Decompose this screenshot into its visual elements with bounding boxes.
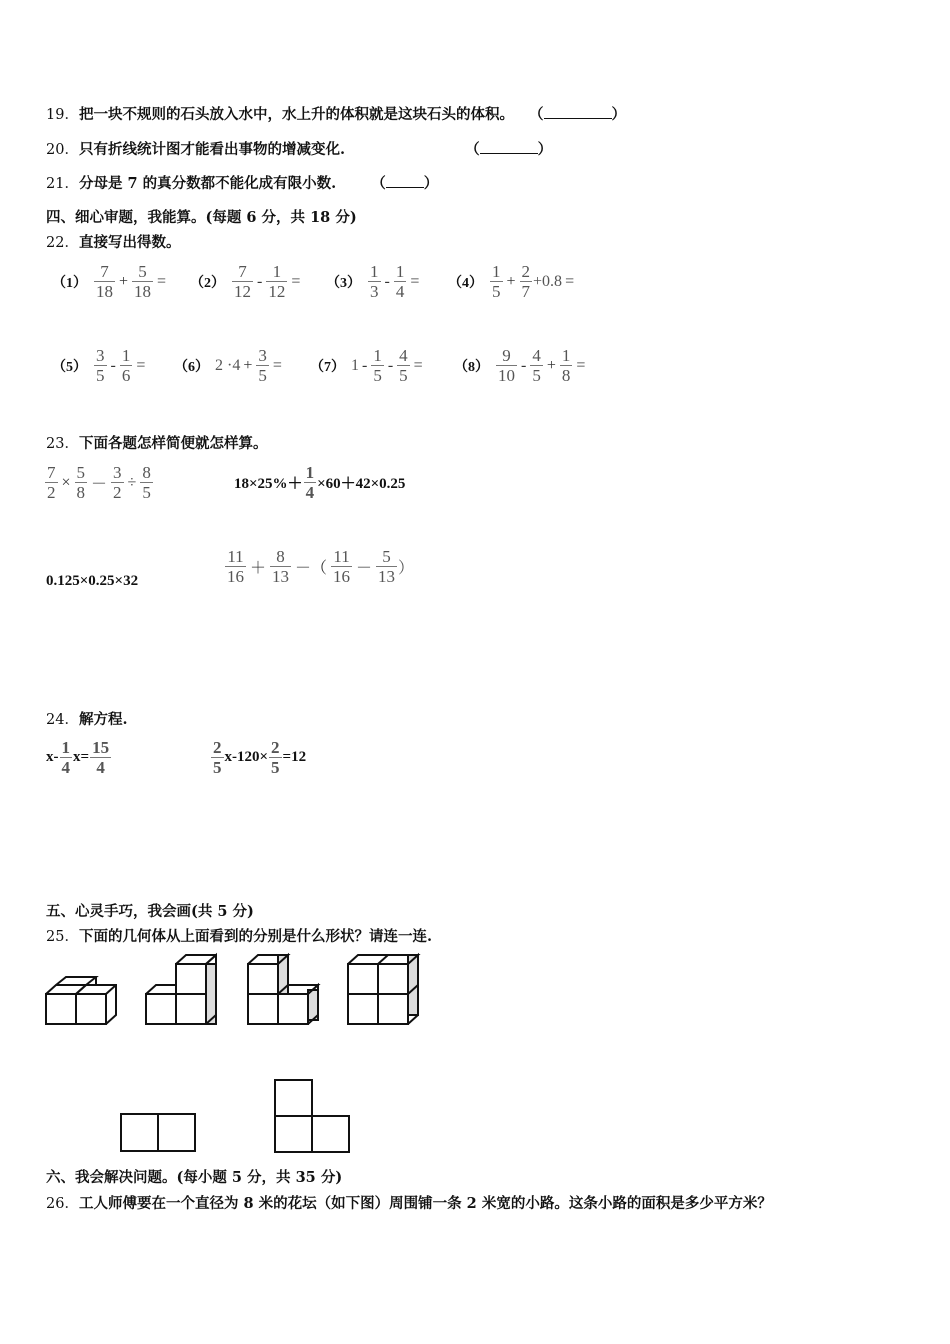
fraction: $\frac{1}{3}$ bbox=[370, 262, 379, 301]
fraction: $\frac{1}{6}$ bbox=[121, 346, 131, 385]
solid-b[interactable] bbox=[146, 955, 216, 1024]
fraction: $\frac{3}{2}$ bbox=[113, 463, 122, 502]
question-26: 26．工人师傅要在一个直径为 8 米的花坛（如下图）周围铺一条 2 米宽的小路。这条小路的面积是多少平方米？ bbox=[46, 1195, 772, 1212]
fraction: $\frac{15}{4}$ bbox=[92, 738, 110, 777]
fraction: $\frac{3}{5}$ bbox=[96, 346, 105, 385]
fraction: $\frac{11}{16}$ bbox=[333, 547, 351, 586]
calc-item-8: （8） $\frac{9}{10}$ - $\frac{4}{5}$ + $\frac{1}{8}$ = bbox=[454, 346, 586, 385]
fraction: $\frac{2}{5}$ bbox=[213, 738, 222, 777]
fraction: $\frac{4}{5}$ bbox=[399, 346, 408, 385]
fraction: $\frac{4}{5}$ bbox=[532, 346, 541, 385]
equation-1: x- $\frac{1}{4}$ x= $\frac{15}{4}$ bbox=[46, 738, 110, 777]
question-21: 21．分母是 7 的真分数都不能化成有限小数. （ ） bbox=[46, 175, 439, 192]
question-20: 20．只有折线统计图才能看出事物的增减变化. （ ） bbox=[46, 141, 553, 158]
fraction: $\frac{1}{4}$ bbox=[305, 463, 315, 502]
fraction: $\frac{1}{12}$ bbox=[268, 262, 286, 301]
answer-blank-20[interactable] bbox=[480, 141, 538, 154]
simplify-expr-4: $\frac{11}{16}$ ＋ $\frac{8}{13}$ －（ $\frac{11}{16}$ － $\frac{5}{13}$ ） bbox=[227, 547, 415, 586]
fraction: $\frac{3}{5}$ bbox=[258, 346, 267, 385]
fraction: $\frac{5}{13}$ bbox=[378, 547, 396, 586]
calc-item-7: （7） 1 - $\frac{1}{5}$ - $\frac{4}{5}$ = bbox=[310, 346, 423, 385]
calc-item-1: （1） $\frac{7}{18}$ + $\frac{5}{18}$ = bbox=[52, 262, 167, 301]
fraction: $\frac{5}{8}$ bbox=[76, 463, 86, 502]
calc-item-5: （5） $\frac{3}{5}$ - $\frac{1}{6}$ = bbox=[52, 346, 146, 385]
fraction: $\frac{1}{5}$ bbox=[492, 262, 501, 301]
simplify-expr-3: 0.125×0.25×32 bbox=[46, 573, 139, 589]
solid-a[interactable] bbox=[46, 977, 116, 1024]
calc-item-6: （6） 2 ·4 + $\frac{3}{5}$ = bbox=[174, 346, 282, 385]
fraction: $\frac{2}{7}$ bbox=[521, 262, 531, 301]
calc-item-4: （4） $\frac{1}{5}$ + $\frac{2}{7}$ +0.8 = bbox=[448, 262, 575, 301]
fraction: $\frac{7}{18}$ bbox=[96, 262, 113, 301]
calc-item-2: （2） $\frac{7}{12}$ - $\frac{1}{12}$ = bbox=[190, 262, 301, 301]
calc-item-3: （3） $\frac{1}{3}$ - $\frac{1}{4}$ = bbox=[326, 262, 420, 301]
top-view-a[interactable] bbox=[118, 1078, 198, 1154]
answer-blank-19[interactable] bbox=[544, 106, 612, 119]
fraction: $\frac{8}{13}$ bbox=[272, 547, 290, 586]
solid-c[interactable] bbox=[248, 955, 318, 1024]
equation-2: $\frac{2}{5}$ x-120× $\frac{2}{5}$ =12 bbox=[213, 738, 307, 777]
question-25: 25．下面的几何体从上面看到的分别是什么形状？请连一连. bbox=[46, 928, 432, 945]
question-19: 19．把一块不规则的石头放入水中，水上升的体积就是这块石头的体积。 （ ） bbox=[46, 106, 627, 123]
top-view-b[interactable] bbox=[272, 1078, 354, 1154]
fraction: $\frac{9}{10}$ bbox=[498, 346, 515, 385]
question-22: 22．直接写出得数。 bbox=[46, 234, 181, 251]
fraction: $\frac{1}{8}$ bbox=[561, 346, 571, 385]
solid-figures bbox=[44, 950, 424, 1030]
fraction: $\frac{2}{5}$ bbox=[271, 738, 280, 777]
solid-d[interactable] bbox=[348, 955, 418, 1024]
section-4-title: 四、细心审题，我能算。(每题 6 分，共 18 分) bbox=[46, 209, 357, 226]
fraction: $\frac{1}{4}$ bbox=[61, 738, 70, 777]
fraction: $\frac{11}{16}$ bbox=[227, 547, 244, 586]
question-23: 23．下面各题怎样简便就怎样算。 bbox=[46, 435, 268, 452]
question-24: 24．解方程. bbox=[46, 711, 128, 728]
simplify-expr-2: 18×25%＋ $\frac{1}{4}$ ×60＋42×0.25 bbox=[234, 463, 406, 502]
fraction: $\frac{7}{2}$ bbox=[47, 463, 56, 502]
answer-blank-21[interactable] bbox=[386, 175, 424, 188]
section-6-title: 六、我会解决问题。(每小题 5 分，共 35 分) bbox=[46, 1169, 343, 1186]
fraction: $\frac{1}{5}$ bbox=[373, 346, 382, 385]
simplify-expr-1: $\frac{7}{2}$ × $\frac{5}{8}$ － $\frac{3}{2}$ ÷ $\frac{8}{5}$ bbox=[47, 463, 151, 502]
section-5-title: 五、心灵手巧，我会画(共 5 分) bbox=[46, 903, 254, 920]
fraction: $\frac{5}{18}$ bbox=[134, 262, 152, 301]
fraction: $\frac{1}{4}$ bbox=[395, 262, 405, 301]
fraction: $\frac{8}{5}$ bbox=[142, 463, 151, 502]
fraction: $\frac{7}{12}$ bbox=[234, 262, 251, 301]
